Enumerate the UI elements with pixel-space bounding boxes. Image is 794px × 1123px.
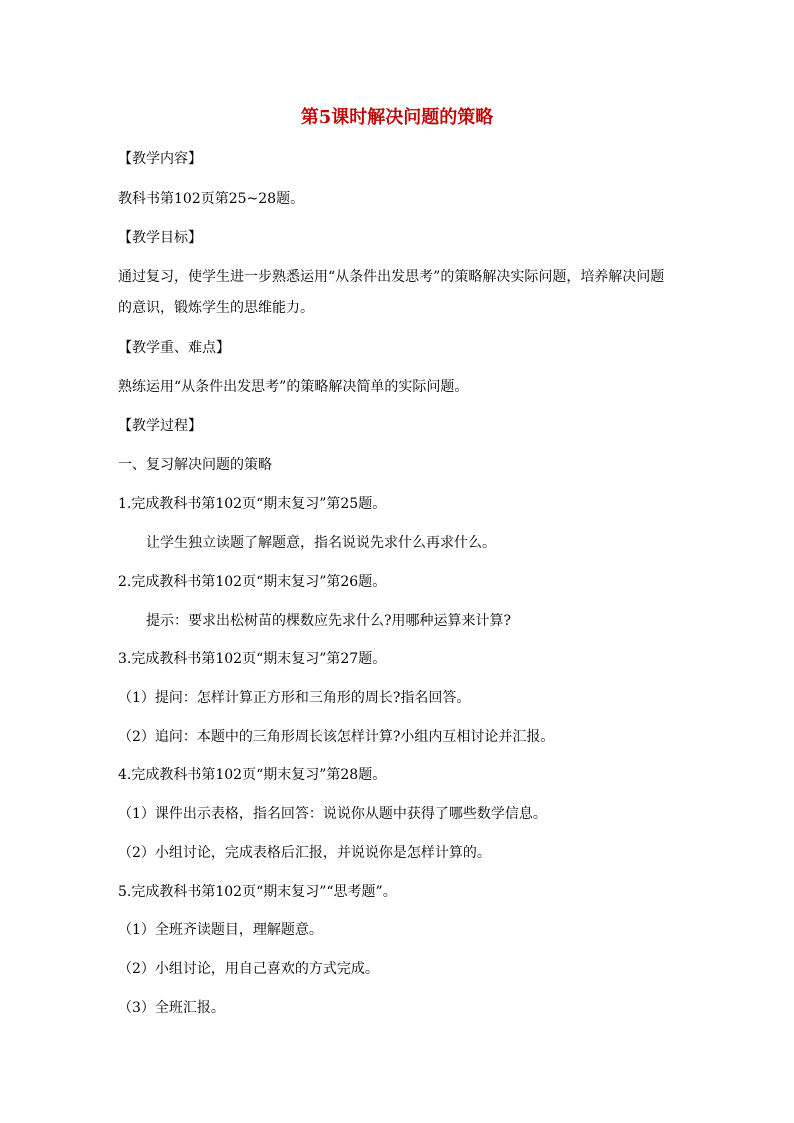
section-heading-process: 【教学过程】 xyxy=(118,418,202,434)
process-item-5: 5.完成教科书第102页“期末复习”“思考题”。 xyxy=(118,884,397,900)
process-item-4-sub-1: （1）课件出示表格，指名回答：说说你从题中获得了哪些数学信息。 xyxy=(118,806,547,822)
process-item-1: 1.完成教科书第102页“期末复习”第25题。 xyxy=(118,496,387,512)
process-item-5-sub-1: （1）全班齐读题目，理解题意。 xyxy=(118,922,323,938)
key-points-text: 熟练运用“从条件出发思考”的策略解决简单的实际问题。 xyxy=(118,379,469,395)
process-part-heading: 一、复习解决问题的策略 xyxy=(118,457,272,473)
process-item-3-sub-1: （1）提问：怎样计算正方形和三角形的周长?指名回答。 xyxy=(118,690,471,706)
process-item-2: 2.完成教科书第102页“期末复习”第26题。 xyxy=(118,574,387,590)
objectives-text-line-2: 的意识，锻炼学生的思维能力。 xyxy=(118,300,314,316)
process-item-1-detail: 让学生独立读题了解题意，指名说说先求什么再求什么。 xyxy=(146,535,496,551)
section-heading-objectives: 【教学目标】 xyxy=(118,230,202,246)
process-item-2-detail: 提示：要求出松树苗的棵数应先求什么?用哪种运算来计算? xyxy=(146,613,512,629)
process-item-3: 3.完成教科书第102页“期末复习”第27题。 xyxy=(118,651,387,667)
process-item-4: 4.完成教科书第102页“期末复习”第28题。 xyxy=(118,767,387,783)
section-heading-content: 【教学内容】 xyxy=(118,151,202,167)
process-item-3-sub-2: （2）追问：本题中的三角形周长该怎样计算?小组内互相讨论并汇报。 xyxy=(118,729,555,745)
process-item-5-sub-2: （2）小组讨论，用自己喜欢的方式完成。 xyxy=(118,961,379,977)
document-title: 第5课时解决问题的策略 xyxy=(300,107,494,128)
content-text: 教科书第102页第25~28题。 xyxy=(118,191,305,207)
process-item-5-sub-3: （3）全班汇报。 xyxy=(118,1000,225,1016)
section-heading-key-points: 【教学重、难点】 xyxy=(118,340,230,356)
objectives-text-line-1: 通过复习，使学生进一步熟悉运用“从条件出发思考”的策略解决实际问题，培养解决问题 xyxy=(118,269,665,285)
process-item-4-sub-2: （2）小组讨论，完成表格后汇报，并说说你是怎样计算的。 xyxy=(118,845,491,861)
